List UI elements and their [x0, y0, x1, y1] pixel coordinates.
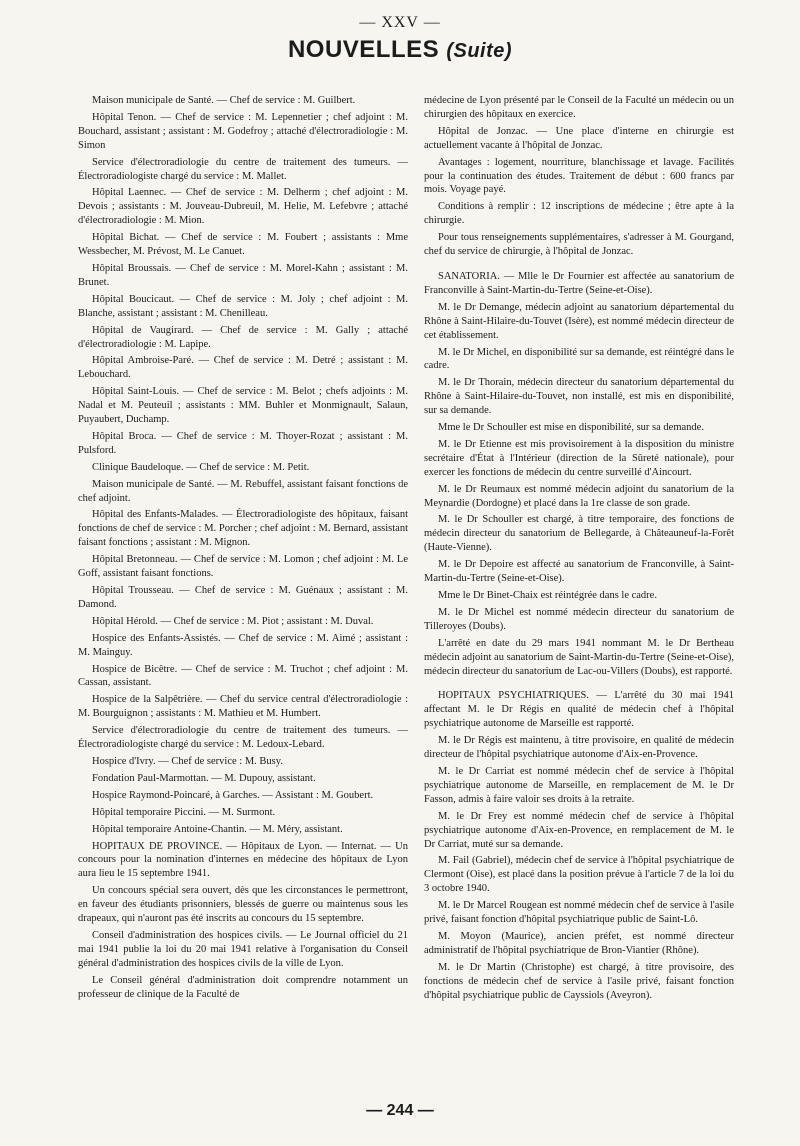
paragraph: Clinique Baudeloque. — Chef de service : M. Petit.	[92, 461, 310, 473]
paragraph: Conseil d'administration des hospices civils. — Le Journal officiel du 21 mai 1941 publie la loi du 20 mai 1941 relative à l'organisation du Conseil général d'administration des hospices civils de la ville de Lyon.	[78, 929, 408, 969]
paragraph: M. le Dr Carriat est nommé médecin chef de service à l'hôpital psychiatrique autonome de Marseille, en remplacement de M. le Dr Fasson, admis à faire valoir ses droits à la retraite.	[424, 765, 734, 805]
paragraph: M. le Dr Régis est maintenu, à titre provisoire, en qualité de médecin directeur de l'hôpital psychiatrique autonome d'Aix-en-Provence.	[424, 735, 734, 761]
paragraph: M. le Dr Depoire est affecté au sanatorium de Franconville, à Saint-Martin-du-Tertre (Seine-et-Oise).	[424, 559, 734, 585]
paragraph: M. le Dr Thorain, médecin directeur du sanatorium départemental du Rhône à Saint-Hilaire-du-Touvet, non installé, est mis en disponibilité, sur sa demande.	[424, 377, 734, 417]
paragraph: Pour tous renseignements supplémentaires, s'adresser à M. Gourgand, chef du service de chirurgie, à l'hôpital de Jonzac.	[424, 232, 734, 258]
paragraph: Hôpital Hérold. — Chef de service : M. Piot ; assistant : M. Duval.	[92, 615, 374, 627]
paragraph: M. Fail (Gabriel), médecin chef de service à l'hôpital psychiatrique de Clermont (Oise), est placé dans la position prévue à l'article 7 de la loi du 3 octobre 1940.	[424, 855, 734, 895]
paragraph: Hôpital temporaire Antoine-Chantin. — M. Méry, assistant.	[92, 823, 343, 835]
paragraph: Hôpital Broca. — Chef de service : M. Thoyer-Rozat ; assistant : M. Pulsford.	[78, 430, 408, 456]
paragraph: Hôpital Bretonneau. — Chef de service : M. Lomon ; chef adjoint : M. Le Goff, assistant faisant fonctions.	[78, 554, 408, 580]
paragraph: Hôpital Bichat. — Chef de service : M. Foubert ; assistants : Mme Wessbecher, M. Prévost, M. Le Canuet.	[78, 232, 408, 258]
left-column	[78, 94, 408, 1004]
section-gap	[424, 681, 734, 689]
section-gap	[424, 262, 734, 270]
paragraph: Hôpital Boucicaut. — Chef de service : M. Joly ; chef adjoint : M. Blanche, assistant ; assistant : M. Chenilleau.	[78, 293, 408, 319]
paragraph: M. le Dr Reumaux est nommé médecin adjoint du sanatorium de la Meynardie (Dordogne) et placé dans la 1re classe de son grade.	[424, 483, 734, 509]
paragraph: Hôpital de Jonzac. — Une place d'interne en chirurgie est actuellement vacante à l'hôpital de Jonzac.	[424, 125, 734, 151]
paragraph: Hôpital Saint-Louis. — Chef de service : M. Belot ; chefs adjoints : M. Nadal et M. Peuteuil ; assistants : MM. Buhler et Monmignault, Salaun, Puyaubert, Duchamp.	[78, 386, 408, 426]
paragraph: Hospice de la Salpêtrière. — Chef du service central d'électroradiologie : M. Bourguignon ; assistants : M. Mathieu et M. Humbert.	[78, 694, 408, 720]
paragraph: Mme le Dr Binet-Chaix est réintégrée dans le cadre.	[438, 590, 657, 601]
paragraph: M. le Dr Demange, médecin adjoint au sanatorium départemental du Rhône à Saint-Hilaire-du-Touvet (Isère), est nommé médecin directeur de cet établissement.	[424, 301, 734, 341]
paragraph: M. le Dr Michel est nommé médecin directeur du sanatorium de Tilleroyes (Doubs).	[424, 606, 734, 632]
paragraph: Fondation Paul-Marmottan. — M. Dupouy, assistant.	[92, 772, 316, 784]
paragraph: Hôpital de Vaugirard. — Chef de service : M. Gally ; attaché d'électroradiologie : M. Lapipe.	[78, 324, 408, 350]
paragraph: Mme le Dr Schouller est mise en disponibilité, sur sa demande.	[438, 422, 704, 434]
paragraph: médecine de Lyon présenté par le Conseil de la Faculté un médecin ou un chirurgien des hôpitaux en exercice.	[424, 95, 734, 120]
paragraph: Maison municipale de Santé. — Chef de service : M. Guilbert.	[92, 95, 356, 106]
page-title	[0, 36, 800, 64]
paragraph: M. le Dr Etienne est mis provisoirement à la disposition du ministre secrétaire d'État à l'Intérieur (direction de la Sûreté nationale), pour exercer les fonctions de médecin du centre surveillé d'Aincourt.	[424, 438, 734, 478]
paragraph: Service d'électroradiologie du centre de traitement des tumeurs. — Électroradiologiste chargé du service : M. Ledoux-Lebard.	[78, 725, 408, 751]
paragraph: M. le Dr Schouller est chargé, à titre temporaire, des fonctions de médecin directeur du sanatorium de Bellegarde, à Châteauneuf-la-Forêt (Haute-Vienne).	[424, 514, 734, 554]
paragraph: M. le Dr Marcel Rougean est nommé médecin chef de service à l'asile privé, faisant fonction d'hôpital psychiatrique public de Saint-Lô.	[424, 900, 734, 926]
paragraph: HOPITAUX DE PROVINCE. — Hôpitaux de Lyon. — Internat. — Un concours pour la nomination d'internes en médecine des hôpitaux de Lyon aura lieu le 15 septembre 1941.	[78, 840, 408, 880]
right-column	[424, 94, 734, 1005]
paragraph: HOPITAUX PSYCHIATRIQUES. — L'arrêté du 30 mai 1941 affectant M. le Dr Régis en qualité de médecin chef à l'hôpital psychiatrique autonome de Marseille est rapporté.	[424, 690, 734, 730]
paragraph: Conditions à remplir : 12 inscriptions de médecine ; être apte à la chirurgie.	[424, 201, 734, 227]
paragraph: M. le Dr Michel, en disponibilité sur sa demande, est réintégré dans le cadre.	[424, 346, 734, 372]
paragraph: Hôpital Trousseau. — Chef de service : M. Guénaux ; assistant : M. Damond.	[78, 585, 408, 610]
page-number: — 244 —	[366, 1102, 434, 1119]
paragraph: Hôpital des Enfants-Malades. — Électroradiologiste des hôpitaux, faisant fonctions de chef de service : M. Porcher ; chef adjoint : M. Bernard, assistant faisant fonctions ; assistant : M. Mignon.	[78, 509, 408, 549]
paragraph: Hospice de Bicêtre. — Chef de service : M. Truchot ; chef adjoint : M. Cassan, assistant.	[78, 663, 408, 689]
title-main: NOUVELLES	[287, 36, 440, 63]
roman-page-number: — XXV —	[359, 14, 441, 31]
paragraph: M. Moyon (Maurice), ancien préfet, est nommé directeur administratif de l'hôpital psychiatrique de Bron-Viantier (Rhône).	[424, 930, 734, 956]
paragraph: SANATORIA. — Mlle le Dr Fournier est affectée au sanatorium de Franconville à Saint-Martin-du-Tertre (Seine-et-Oise).	[424, 270, 734, 296]
paragraph: M. le Dr Frey est nommé médecin chef de service à l'hôpital psychiatrique autonome d'Aix-en-Provence, en remplacement de M. le Dr Carriat, muté sur sa demande.	[424, 810, 734, 850]
paragraph: Hôpital Broussais. — Chef de service : M. Morel-Kahn ; assistant : M. Brunet.	[78, 262, 408, 288]
paragraph: Hôpital Laennec. — Chef de service : M. Delherm ; chef adjoint : M. Devois ; assistants : M. Jouveau-Dubreuil, M. Helie, M. Lefebvre ; attaché d'électroradiologie : M. Mion.	[78, 187, 408, 227]
paragraph: Hôpital temporaire Piccini. — M. Surmont.	[92, 806, 276, 818]
paragraph: M. le Dr Martin (Christophe) est chargé, à titre provisoire, des fonctions de médecin chef de service à l'asile privé, faisant fonction d'hôpital psychiatrique public de Cayssiols (Aveyron).	[424, 961, 734, 1001]
paragraph: Un concours spécial sera ouvert, dès que les circonstances le permettront, en faveur des étudiants prisonniers, blessés de guerre ou maintenus sous les drapeaux, qui n'auront pas été inscrits au concours du 15 septembre.	[78, 885, 408, 925]
paragraph: Service d'électroradiologie du centre de traitement des tumeurs. — Électroradiologiste chargé du service : M. Mallet.	[78, 156, 408, 182]
paragraph: Le Conseil général d'administration doit comprendre notamment un professeur de clinique de la Faculté de	[78, 974, 408, 1000]
paragraph: Hospice des Enfants-Assistés. — Chef de service : M. Aimé ; assistant : M. Mainguy.	[78, 632, 408, 658]
paragraph: Avantages : logement, nourriture, blanchissage et lavage. Facilités pour la continuation des études. Traitement de début : 600 francs par mois. Voyage payé.	[424, 156, 734, 196]
paragraph: Maison municipale de Santé. — M. Rebuffel, assistant faisant fonctions de chef adjoint.	[78, 478, 408, 504]
paragraph: Hôpital Tenon. — Chef de service : M. Lepennetier ; chef adjoint : M. Bouchard, assistant ; assistant : M. Godefroy ; attaché d'électroradiologie : M. Simon	[78, 111, 408, 151]
paragraph: L'arrêté en date du 29 mars 1941 nommant M. le Dr Bertheau médecin adjoint au sanatorium de Saint-Martin-du-Tertre (Seine-et-Oise), médecin directeur du sanatorium de Lac-ou-Villers (Doubs), est rapporté.	[424, 637, 734, 677]
paragraph: Hospice d'Ivry. — Chef de service : M. Busy.	[92, 755, 283, 767]
paragraph: Hôpital Ambroise-Paré. — Chef de service : M. Detré ; assistant : M. Lebouchard.	[78, 355, 408, 381]
paragraph: Hospice Raymond-Poincaré, à Garches. — Assistant : M. Goubert.	[92, 789, 374, 801]
title-suffix: (Suite)	[446, 40, 513, 62]
